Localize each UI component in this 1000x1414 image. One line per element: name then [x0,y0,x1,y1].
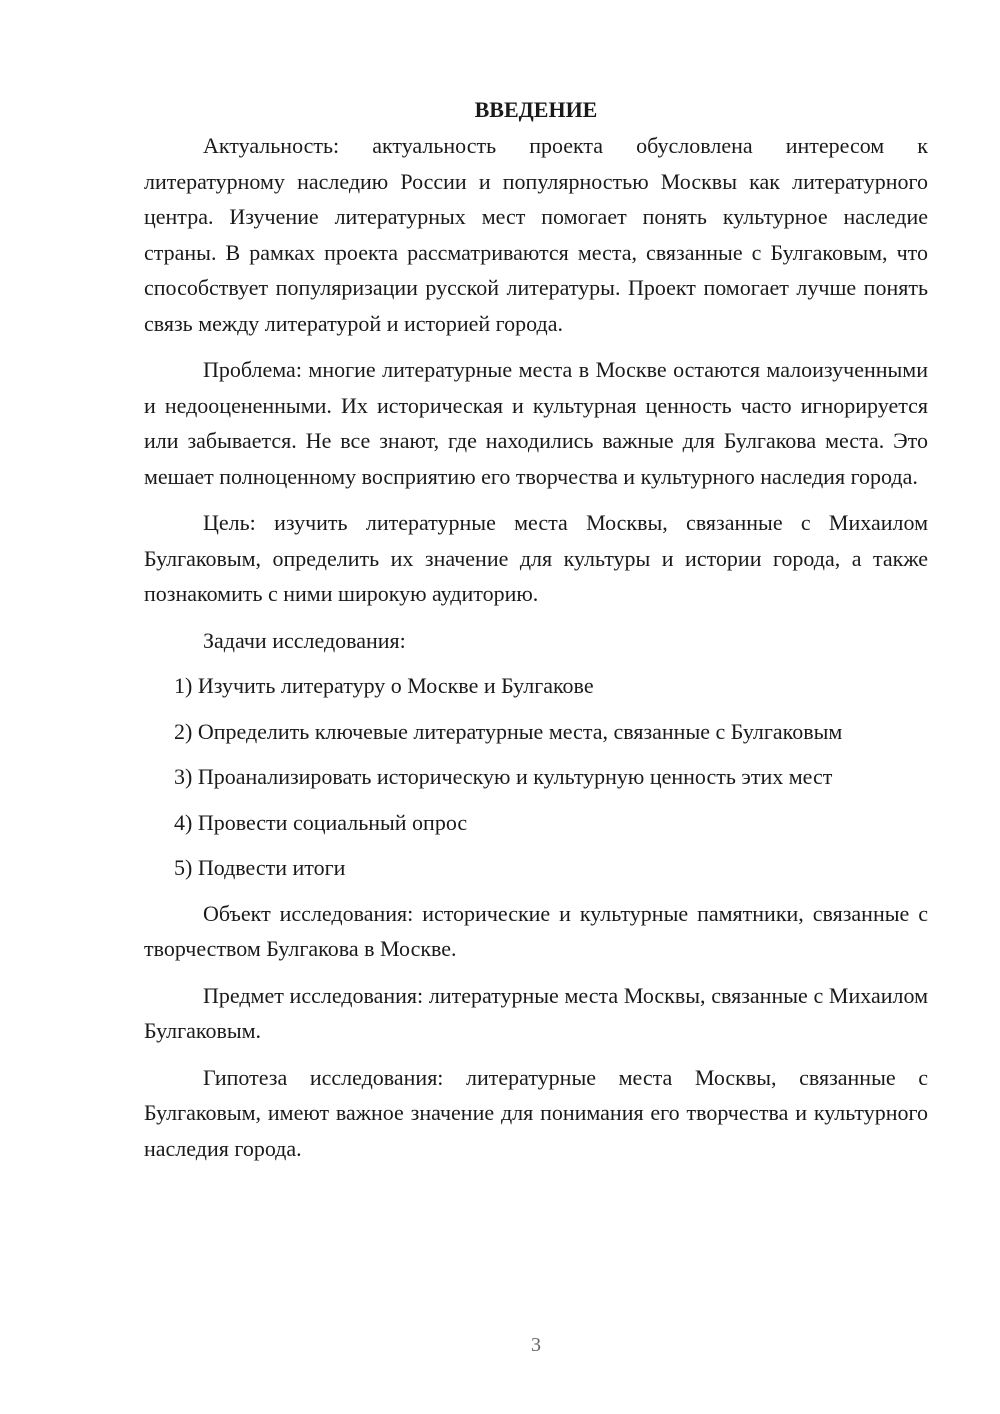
list-item-text: Проанализировать историческую и культурную ценность этих мест [197,764,833,789]
tasks-list [144,668,928,886]
paragraph-object: Объект исследования: исторические и культурные памятники, связанные с творчеством Булгакова в Москве. [144,900,928,961]
list-item-number: 5) [174,855,193,880]
list-item-number: 4) [174,809,193,835]
list-item-number: 2) [174,718,193,744]
list-item-text: Провести социальный опрос [197,809,468,835]
list-item [144,668,928,704]
list-item [144,714,928,750]
page-title: ВВЕДЕНИЕ [474,97,598,122]
list-item [144,850,928,886]
paragraph-relevance: Актуальность: актуальность проекта обусловлена интересом к литературному наследию России и популярностью Москвы как литературного центра. Изучение литературных мест помогает понять культурное наследие страны. В рамках проекта рассматриваются места, связанные с Булгаковым, что способствует популяризации русской литературы. Проект помогает лучше понять связь между литературой и историей города. [144,133,928,336]
list-item-text: Изучить литературу о Москве и Булгакове [197,673,594,698]
paragraph-hypothesis: Гипотеза исследования: литературные места Москвы, связанные с Булгаковым, имеют важное значение для понимания его творчества и культурного наследия города. [144,1064,928,1161]
paragraph-problem: Проблема: многие литературные места в Москве остаются малоизученными и недооцененными. Их историческая и культурная ценность часто игнорируется или забывается. Не все знают, где находились важные для Булгакова места. Это мешает полноценному восприятию его творчества и культурного наследия города. [144,357,928,489]
paragraph-goal: Цель: изучить литературные места Москвы, связанные с Михаилом Булгаковым, определить их значение для культуры и истории города, а также познакомить с ними широкую аудиторию. [144,510,928,606]
document-page [144,92,928,1177]
list-item-text: Подвести итоги [197,855,346,880]
paragraph-subject: Предмет исследования: литературные места Москвы, связанные с Михаилом Булгаковым. [144,982,928,1043]
list-item [144,805,928,841]
list-item-number: 3) [174,764,193,789]
list-item-number: 1) [174,673,193,698]
page-number: 3 [531,1334,541,1356]
list-item-text: Определить ключевые литературные места, связанные с Булгаковым [197,718,843,744]
list-item [144,759,928,795]
tasks-heading: Задачи исследования: [203,627,406,653]
